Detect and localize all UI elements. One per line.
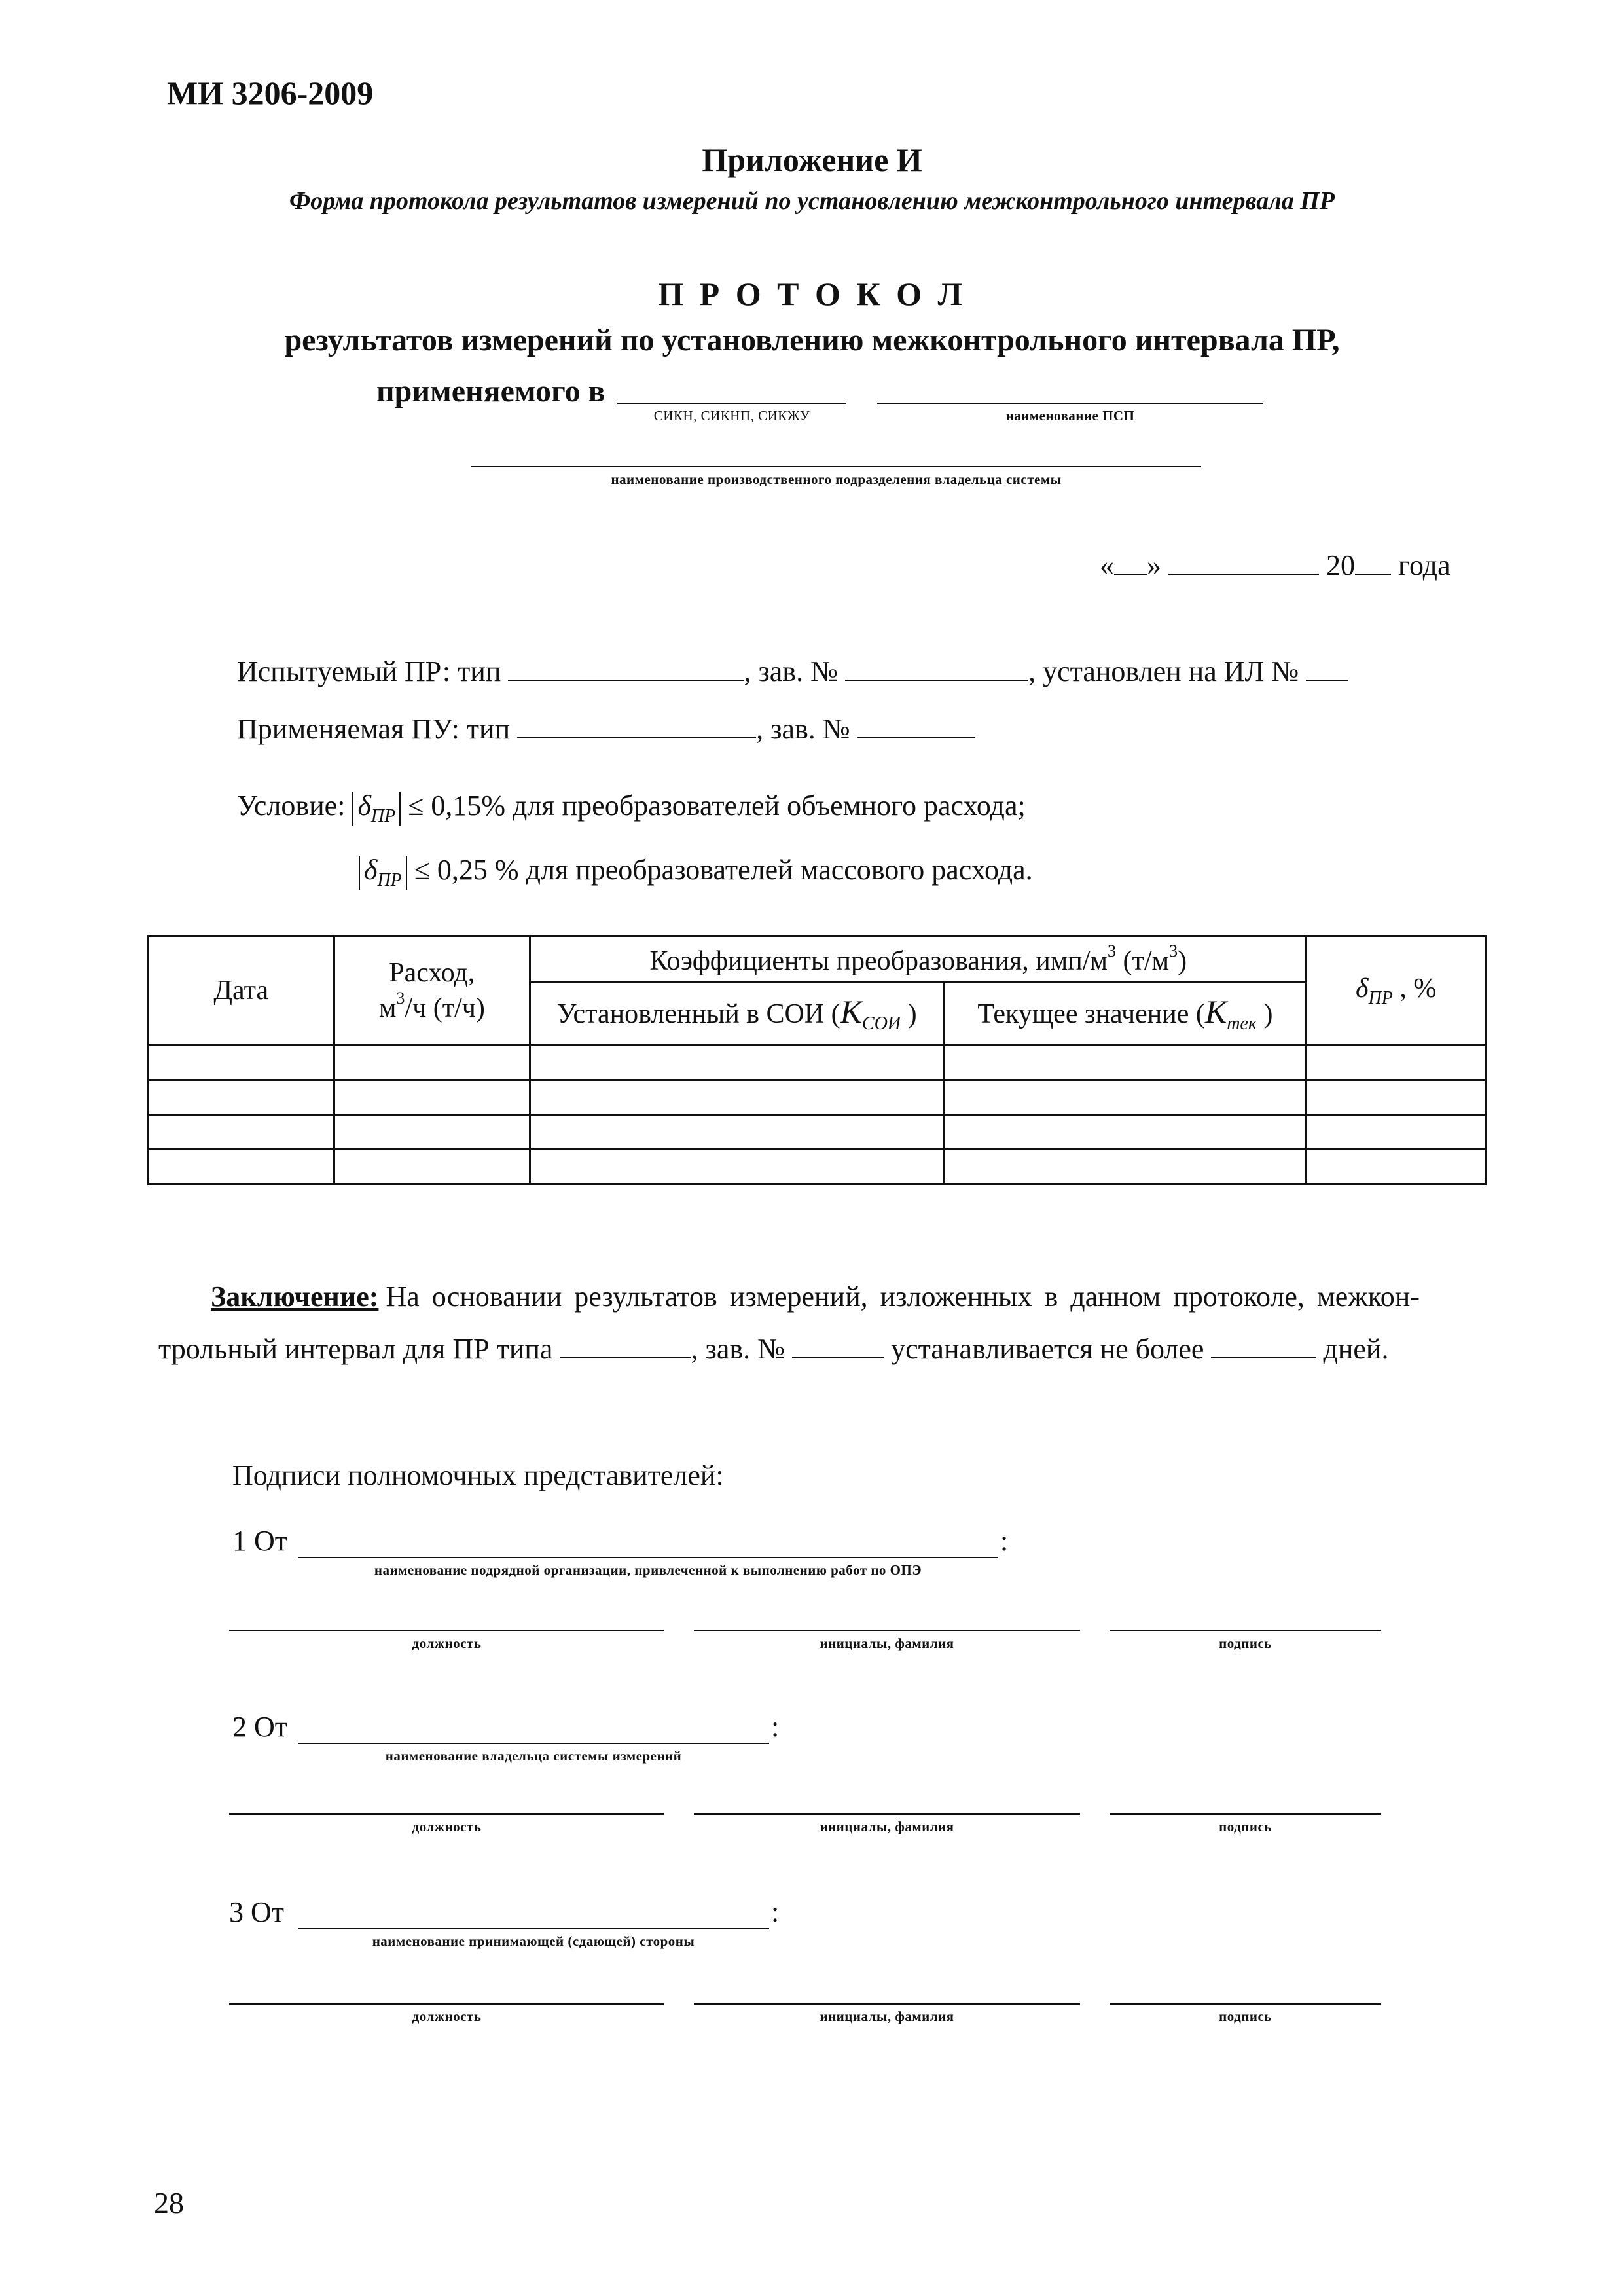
installed-blank[interactable]	[1306, 680, 1348, 681]
date-line	[1100, 549, 1451, 582]
signatory-1-colon: :	[1000, 1525, 1009, 1557]
table-cell[interactable]	[149, 1150, 334, 1184]
signatory-2-label: 2 От	[232, 1711, 288, 1743]
table-cell[interactable]	[1307, 1150, 1486, 1184]
signatory-3-signature-caption: подпись	[1219, 2009, 1272, 2024]
year-prefix: 20	[1326, 549, 1355, 581]
header-coefficients: Коэффициенты преобразования, имп/$м^3$ $(т/м^3)$	[530, 936, 1307, 982]
signatory-1-name-blank[interactable]	[694, 1630, 1080, 1631]
system-type-blank[interactable]	[617, 403, 846, 404]
signatory-1-signature-caption: подпись	[1219, 1635, 1272, 1651]
table-cell[interactable]	[149, 1080, 334, 1115]
signatures-title: Подписи полномочных представителей:	[232, 1459, 724, 1491]
signatory-3-position-blank[interactable]	[229, 2003, 664, 2005]
caption-psp-name: наименование ПСП	[1005, 408, 1135, 424]
table-cell[interactable]	[1307, 1046, 1486, 1080]
protocol-heading: П Р О Т О К О Л	[658, 276, 966, 312]
year-blank[interactable]	[1355, 574, 1391, 575]
date-suffix: года	[1398, 549, 1451, 581]
header-current-coefficient: Текущее значение ($K_{тек}$ )	[944, 982, 1307, 1046]
conclusion-line-2	[158, 1332, 1388, 1366]
conclusion-line-1	[211, 1280, 1420, 1313]
condition-line-1	[237, 789, 1026, 826]
tested-type-blank[interactable]	[508, 680, 744, 681]
signatory-3-name-caption: инициалы, фамилия	[820, 2009, 954, 2024]
table-cell[interactable]	[1307, 1080, 1486, 1115]
table-cell[interactable]	[1307, 1115, 1486, 1150]
tested-line	[237, 655, 1348, 688]
table-row	[149, 1080, 1486, 1115]
conclusion-zav-blank[interactable]	[792, 1357, 884, 1358]
cond1-value: ≤ 0,15%	[408, 790, 506, 822]
signatory-1-position-caption: должность	[412, 1635, 482, 1651]
table-cell[interactable]	[149, 1115, 334, 1150]
signatory-2-name-caption: инициалы, фамилия	[820, 1819, 954, 1834]
condition-line-2	[359, 853, 1033, 890]
conclusion-text-1: На основании результатов измерений, изложенных в данном протоколе, межкон-	[386, 1281, 1420, 1313]
signatory-3-caption: наименование принимающей (сдающей) стороны	[372, 1933, 695, 1949]
table-cell[interactable]	[149, 1046, 334, 1080]
cond2-value: ≤ 0,25 %	[414, 854, 519, 886]
conclusion-text-2a: трольный интервал для ПР типа	[158, 1333, 553, 1365]
signatory-2-caption: наименование владельца системы измерений	[385, 1748, 682, 1764]
appendix-subtitle: Форма протокола результатов измерений по установлению межконтрольного интервала ПР	[289, 187, 1335, 215]
tested-zav-blank[interactable]	[845, 680, 1028, 681]
page-number: 28	[154, 2186, 184, 2219]
signatory-1-caption: наименование подрядной организации, привлеченной к выполнению работ по ОПЭ	[374, 1562, 922, 1578]
table-cell[interactable]	[334, 1115, 530, 1150]
condition-label: Условие:	[237, 790, 346, 822]
signatory-2-position-caption: должность	[412, 1819, 482, 1834]
signatory-2-colon: :	[771, 1711, 780, 1743]
signatory-3-label: 3 От	[229, 1896, 285, 1928]
month-blank[interactable]	[1168, 574, 1319, 575]
applied-type-blank[interactable]	[517, 737, 756, 738]
caption-subdivision: наименование производственного подразделения владельца системы	[611, 471, 1062, 487]
header-date: Дата	[149, 936, 334, 1046]
appendix-title: Приложение И	[702, 141, 922, 178]
signatory-3-name-blank[interactable]	[694, 2003, 1080, 2005]
table-cell[interactable]	[944, 1080, 1307, 1115]
table-cell[interactable]	[334, 1046, 530, 1080]
table-cell[interactable]	[530, 1046, 944, 1080]
conclusion-days-blank[interactable]	[1211, 1357, 1316, 1358]
conclusion-text-2b: , зав. №	[691, 1333, 785, 1365]
table-cell[interactable]	[530, 1080, 944, 1115]
applied-zav-blank[interactable]	[857, 737, 975, 738]
installed-label: , установлен на ИЛ №	[1028, 655, 1299, 687]
tested-zav-label: , зав. №	[744, 655, 839, 687]
cond1-text: для преобразователей объемного расхода;	[513, 790, 1026, 822]
signatory-1-label: 1 От	[232, 1525, 288, 1557]
signatory-3-position-caption: должность	[412, 2009, 482, 2024]
signatory-1-position-blank[interactable]	[229, 1630, 664, 1631]
signatory-3-org-blank[interactable]	[298, 1928, 769, 1929]
cond2-text: для преобразователей массового расхода.	[526, 854, 1033, 886]
signatory-3-colon: :	[771, 1896, 780, 1928]
signatory-2-signature-blank[interactable]	[1110, 1813, 1381, 1815]
signatory-2-position-blank[interactable]	[229, 1813, 664, 1815]
table-cell[interactable]	[334, 1080, 530, 1115]
conclusion-label: Заключение:	[211, 1281, 379, 1313]
signatory-2-name-blank[interactable]	[694, 1813, 1080, 1815]
signatory-2-org-blank[interactable]	[298, 1743, 769, 1744]
table-row	[149, 1150, 1486, 1184]
caption-system-type: СИКН, СИКНП, СИКЖУ	[653, 408, 810, 424]
subdivision-blank[interactable]	[471, 466, 1201, 467]
protocol-line-2: применяемого в	[376, 374, 605, 409]
date-close-quote: »	[1147, 549, 1161, 581]
conclusion-type-blank[interactable]	[560, 1357, 691, 1358]
table-cell[interactable]	[944, 1150, 1307, 1184]
table-cell[interactable]	[944, 1046, 1307, 1080]
table-cell[interactable]	[530, 1115, 944, 1150]
delta-abs-1: $\delta_{ПР}$	[352, 792, 401, 826]
applied-line	[237, 712, 975, 746]
signatory-3-signature-blank[interactable]	[1110, 2003, 1381, 2005]
conclusion-text-2d: дней.	[1323, 1333, 1389, 1365]
signatory-2-signature-caption: подпись	[1219, 1819, 1272, 1834]
psp-name-blank[interactable]	[877, 403, 1263, 404]
delta-abs-2: $\delta_{ПР}$	[359, 856, 407, 890]
tested-label: Испытуемый ПР: тип	[237, 655, 501, 687]
applied-zav-label: , зав. №	[756, 713, 850, 745]
signatory-1-signature-blank[interactable]	[1110, 1630, 1381, 1631]
table-cell[interactable]	[334, 1150, 530, 1184]
table-row	[149, 1046, 1486, 1080]
header-delta: $\delta_{ПР}$ , %	[1307, 936, 1486, 1046]
measurements-table	[147, 935, 1487, 1185]
conclusion-text-2c: устанавливается не более	[891, 1333, 1204, 1365]
table-row	[149, 1115, 1486, 1150]
applied-label: Применяемая ПУ: тип	[237, 713, 511, 745]
document-code: МИ 3206-2009	[167, 75, 374, 111]
protocol-line-1: результатов измерений по установлению межконтрольного интервала ПР,	[284, 323, 1340, 357]
signatory-1-org-blank[interactable]	[298, 1557, 998, 1558]
table-cell[interactable]	[944, 1115, 1307, 1150]
header-set-coefficient: Установленный в СОИ ($K_{СОИ}$ )	[530, 982, 944, 1046]
date-open-quote: «	[1100, 549, 1114, 581]
signatory-1-name-caption: инициалы, фамилия	[820, 1635, 954, 1651]
header-flow: Расход, $м^3/ч$ (т/ч)	[334, 936, 530, 1046]
day-blank[interactable]	[1114, 574, 1147, 575]
table-cell[interactable]	[530, 1150, 944, 1184]
